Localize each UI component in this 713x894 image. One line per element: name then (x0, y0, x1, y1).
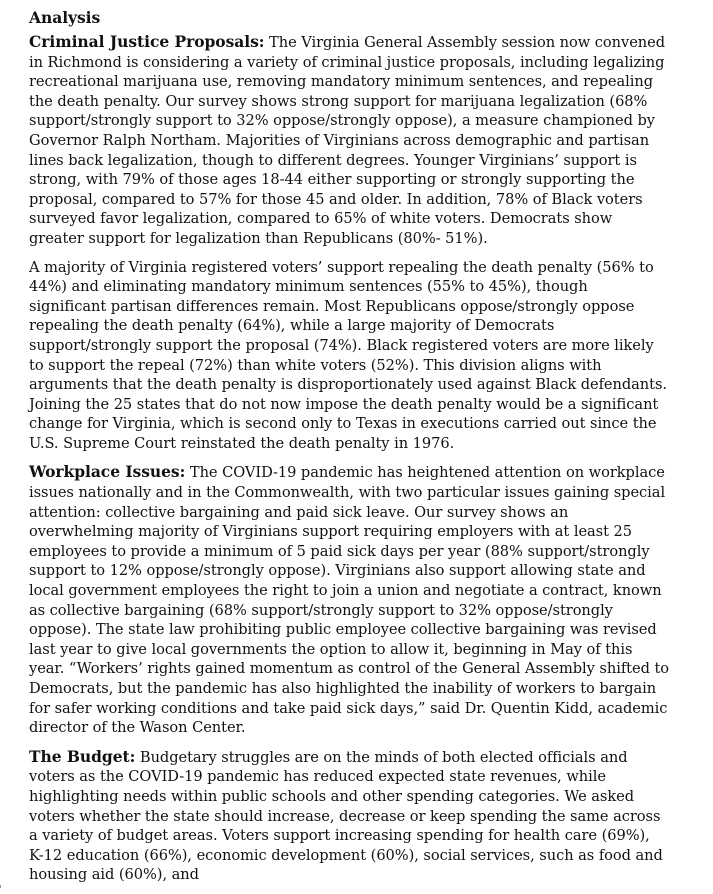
paragraph-text: The Virginia General Assembly session now convened in Richmond is considering a variety of criminal justice proposals, including legalizing recreational marijuana use, removing mandatory minimum sentences, and repealing the death penalty. Our survey shows strong support for marijuana legalization (68% support/strongly support to 32% oppose/strongly oppose), a measure championed by Governor Ralph Northam. Majorities of Virginians across demographic and partisan lines back legalization, though to different degrees. Younger Virginians’ support is strong, with 79% of those ages 18-44 either supporting or strongly supporting the proposal, compared to 57% for those 45 and older. In addition, 78% of Black voters surveyed favor legalization, compared to 65% of white voters. Democrats show greater support for legalization than Republicans (80%- 51%). (29, 34, 666, 247)
page-edge-mark (0, 885, 5, 888)
paragraph-workplace-issues (29, 462, 669, 737)
document-page (29, 8, 669, 894)
section-heading: Analysis (29, 8, 101, 27)
paragraph-text: Budgetary struggles are on the minds of both elected officials and voters as the COVID-19 pandemic has reduced expected state revenues, while highlighting needs within public schools and other spending categories. We asked voters whether the state should increase, decrease or keep spending the same across a variety of budget areas. Voters support increasing spending for health care (69%), K-12 education (66%), economic development (60%), social services, such as food and housing aid (60%), and (29, 748, 663, 884)
paragraph-lead: The Budget: (29, 746, 136, 766)
paragraph-budget (29, 747, 669, 885)
paragraph-text: The COVID-19 pandemic has heightened attention on workplace issues nationally and in the Commonwealth, with two particular issues gaining special attention: collective bargaining and paid sick leave. Our survey shows an overwhelming majority of Virginians support requiring employers with at least 25 employees to provide a minimum of 5 paid sick days per year (88% support/strongly support to 12% oppose/strongly oppose). Virginians also support allowing state and local government employees the right to join a union and negotiate a contract, known as collective bargaining (68% support/strongly support to 32% oppose/strongly oppose). The state law prohibiting public employee collective bargaining was revised last year to give local governments the option to allow it, beginning in May of this year. “Workers’ rights gained momentum as control of the General Assembly shifted to Democrats, but the pandemic has also highlighted the inability of workers to bargain for safer working conditions and take paid sick days,” said Dr. Quentin Kidd, academic director of the Wason Center. (29, 464, 670, 737)
paragraph-criminal-justice (29, 32, 669, 249)
paragraph-lead: Criminal Justice Proposals: (29, 32, 265, 51)
paragraph-lead: Workplace Issues: (29, 462, 186, 482)
paragraph-death-penalty (29, 258, 669, 454)
paragraph-text: A majority of Virginia registered voters’ support repealing the death penalty (56% to 44%) and eliminating mandatory minimum sentences (55% to 45%), though significant partisan differences remain. Most Republicans oppose/strongly oppose repealing the death penalty (64%), while a large majority of Democrats support/strongly support the proposal (74%). Black registered voters are more likely to support the repeal (72%) than white voters (52%). This division aligns with arguments that the death penalty is disproportionately used against Black defendants. Joining the 25 states that do not now impose the death penalty would be a significant change for Virginia, which is second only to Texas in executions carried out since the U.S. Supreme Court reinstated the death penalty in 1976. (29, 258, 667, 452)
